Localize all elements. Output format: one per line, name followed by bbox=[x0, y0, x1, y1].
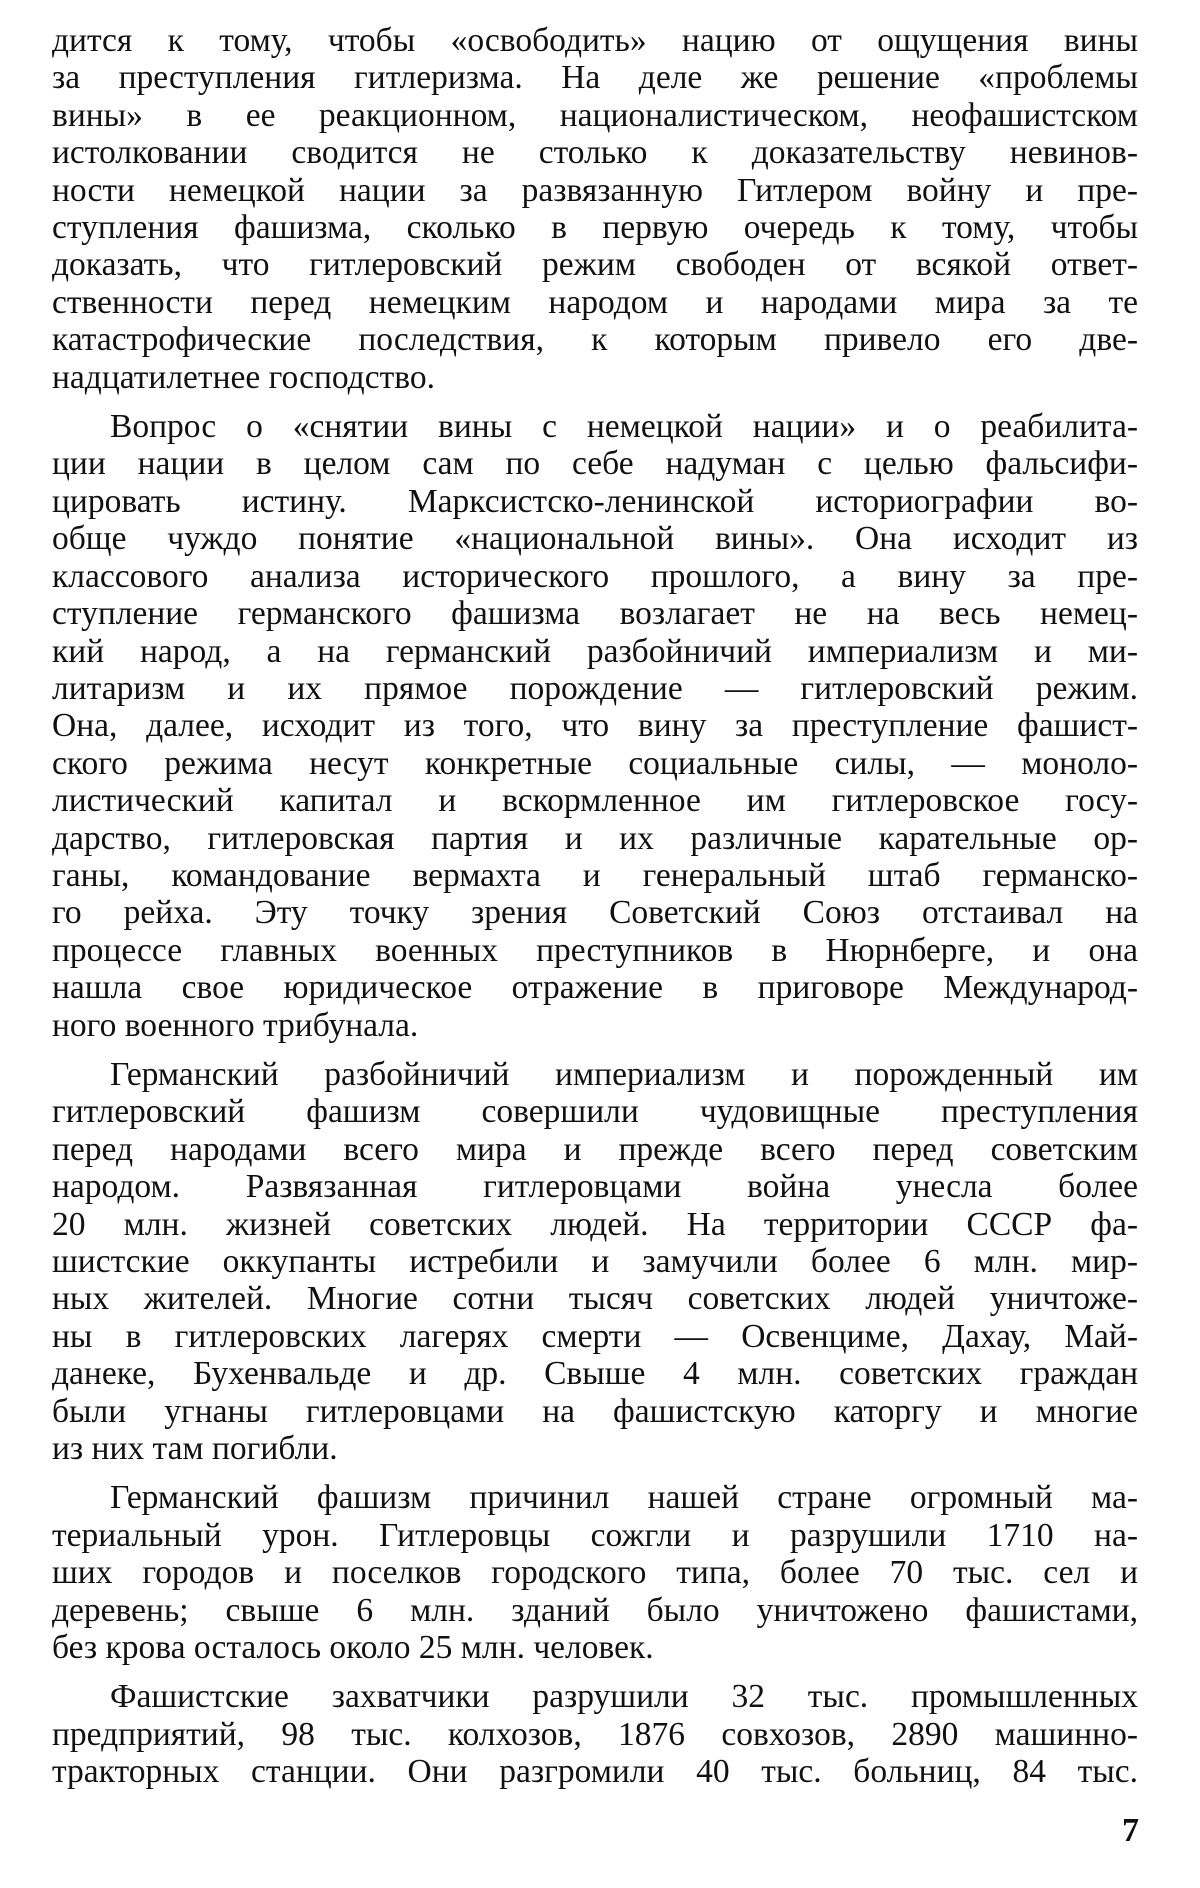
text-line: Германский разбойничий империализм и порожденный им bbox=[110, 1055, 1138, 1093]
text-line: перед народами всего мира и прежде всего перед советским bbox=[52, 1130, 1138, 1168]
text-line: вины» в ее реакционном, националистическом, неофашистском bbox=[52, 96, 1138, 134]
text-line: ных жителей. Многие сотни тысяч советских людей уничтоже- bbox=[52, 1280, 1138, 1318]
text-line: шистские оккупанты истребили и замучили более 6 млн. мир- bbox=[52, 1243, 1138, 1280]
text-line: Вопрос о «снятии вины с немецкой нации» и о реабилита- bbox=[110, 408, 1138, 446]
text-line: кий народ, а на германский разбойничий империализм и ми- bbox=[52, 632, 1138, 670]
text-line: Германский фашизм причинил нашей стране огромный ма- bbox=[110, 1479, 1138, 1517]
text-line: процессе главных военных преступников в Нюрнберге, и она bbox=[52, 931, 1138, 969]
text-line: ступление германского фашизма возлагает не на весь немец- bbox=[52, 595, 1138, 633]
text-line: 20 млн. жизней советских людей. На территории СССР фа- bbox=[52, 1205, 1138, 1243]
text-line: дится к тому, чтобы «освободить» нацию от ощущения вины bbox=[52, 22, 1138, 59]
text-line: народом. Развязанная гитлеровцами война унесла более bbox=[52, 1168, 1138, 1206]
text-line: истолковании сводится не столько к доказательству невинов- bbox=[52, 134, 1138, 172]
text-line: были угнаны гитлеровцами на фашистскую каторгу и многие bbox=[52, 1392, 1138, 1430]
paragraph-5 bbox=[52, 1678, 1138, 1790]
paragraph-3 bbox=[52, 1056, 1138, 1467]
text-line: катастрофические последствия, к которым привело его две- bbox=[52, 321, 1138, 359]
paragraph-1 bbox=[52, 22, 1138, 396]
text-line: ступления фашизма, сколько в первую очередь к тому, чтобы bbox=[52, 209, 1138, 247]
text-line: предприятий, 98 тыс. колхозов, 1876 совхозов, 2890 машинно- bbox=[52, 1715, 1138, 1753]
text-line: обще чуждо понятие «национальной вины». Она исходит из bbox=[52, 520, 1138, 558]
text-line: териальный урон. Гитлеровцы сожгли и разрушили 1710 на- bbox=[52, 1516, 1138, 1554]
text-line: ского режима несут конкретные социальные силы, — моноло- bbox=[52, 744, 1138, 782]
text-line: го рейха. Эту точку зрения Советский Союз отстаивал на bbox=[52, 894, 1138, 932]
text-line: ственности перед немецким народом и народами мира за те bbox=[52, 283, 1138, 321]
text-line: ших городов и поселков городского типа, более 70 тыс. сел и bbox=[52, 1554, 1138, 1592]
text-line: гитлеровский фашизм совершили чудовищные преступления bbox=[52, 1093, 1138, 1131]
text-line: Фашистские захватчики разрушили 32 тыс. промышленных bbox=[110, 1678, 1138, 1716]
text-line: ности немецкой нации за развязанную Гитлером войну и пре- bbox=[52, 171, 1138, 209]
text-line: классового анализа исторического прошлого, а вину за пре- bbox=[52, 557, 1138, 595]
paragraph-2 bbox=[52, 408, 1138, 1044]
page-number: 7 bbox=[1122, 1812, 1139, 1849]
text-line: цировать истину. Марксистско-ленинской историографии во- bbox=[52, 482, 1138, 520]
text-line: нашла свое юридическое отражение в приговоре Международ- bbox=[52, 969, 1138, 1007]
text-line: надцатилетнее господство. bbox=[52, 358, 435, 396]
text-line: данеке, Бухенвальде и др. Свыше 4 млн. советских граждан bbox=[52, 1355, 1138, 1393]
text-line: деревень; свыше 6 млн. зданий было уничтожено фашистами, bbox=[52, 1591, 1138, 1629]
text-line: за преступления гитлеризма. На деле же решение «проблемы bbox=[52, 59, 1138, 97]
text-line: листический капитал и вскормленное им гитлеровское госу- bbox=[52, 782, 1138, 820]
text-line: ного военного трибунала. bbox=[52, 1006, 419, 1044]
text-line: ганы, командование вермахта и генеральный штаб германско- bbox=[52, 856, 1138, 894]
text-line: Она, далее, исходит из того, что вину за преступление фашист- bbox=[52, 707, 1138, 745]
text-line: дарство, гитлеровская партия и их различные карательные ор- bbox=[52, 819, 1138, 857]
text-line: тракторных станции. Они разгромили 40 тыс. больниц, 84 тыс. bbox=[52, 1753, 1138, 1791]
text-line: ции нации в целом сам по себе надуман с целью фальсифи- bbox=[52, 445, 1138, 483]
text-line: ны в гитлеровских лагерях смерти — Освенциме, Дахау, Май- bbox=[52, 1317, 1138, 1355]
page-body bbox=[52, 22, 1138, 1803]
text-line: из них там погибли. bbox=[52, 1430, 338, 1468]
text-line: литаризм и их прямое порождение — гитлеровский режим. bbox=[52, 669, 1138, 707]
paragraph-4 bbox=[52, 1479, 1138, 1666]
text-line: без крова осталось около 25 млн. человек. bbox=[52, 1629, 654, 1667]
text-line: доказать, что гитлеровский режим свободен от всякой ответ- bbox=[52, 246, 1138, 284]
